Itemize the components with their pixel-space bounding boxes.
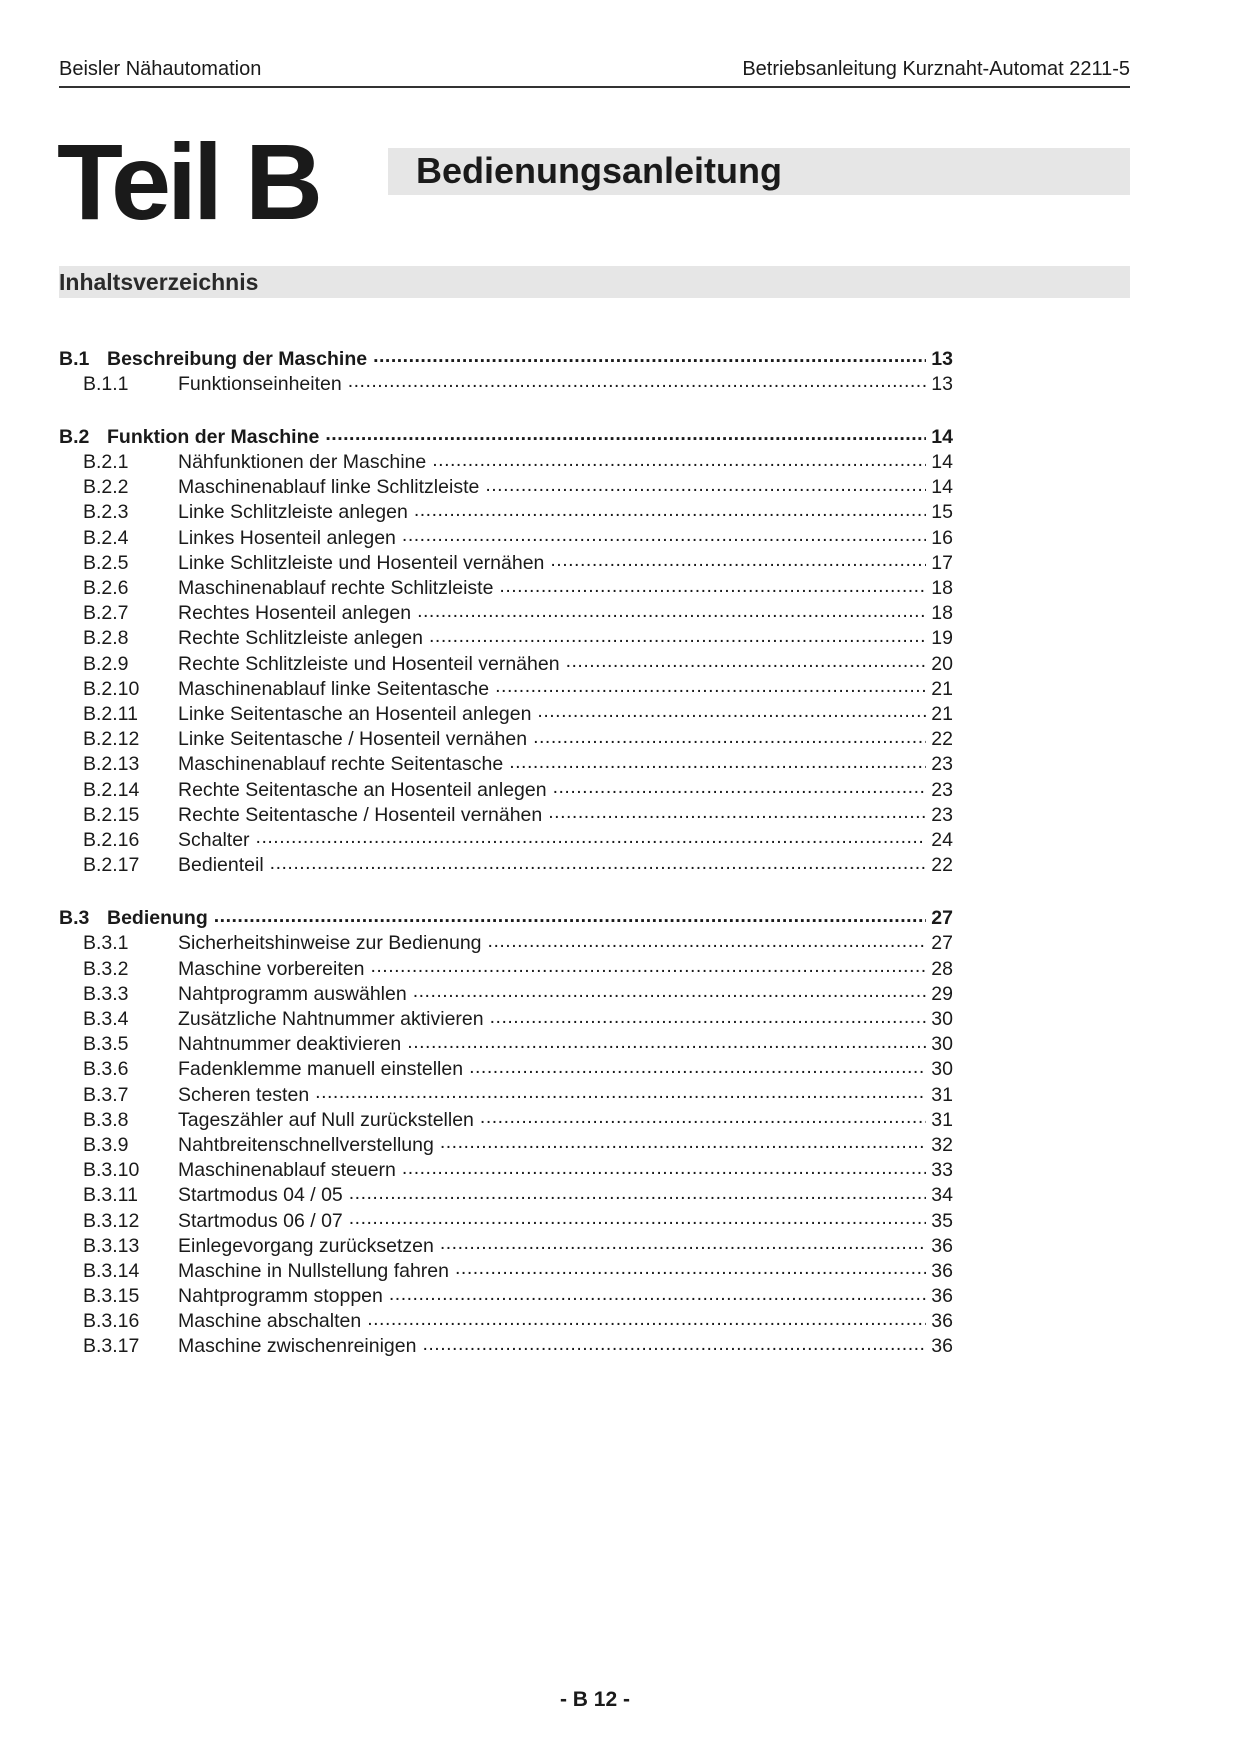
toc-page-number: 17 — [931, 551, 953, 574]
toc-number: B.2.6 — [83, 577, 129, 599]
toc-page-number: 19 — [931, 627, 953, 650]
toc-number: B.3.15 — [83, 1285, 140, 1308]
page-number: - B 12 - — [559, 1688, 630, 1711]
dot-leader — [509, 751, 926, 771]
toc-number: B.2.2 — [83, 476, 129, 499]
toc-entry[interactable] — [59, 675, 953, 700]
toc-page-number: 15 — [931, 501, 953, 524]
toc-label: Linke Seitentasche an Hosenteil anlegen — [178, 702, 532, 725]
toc-label: Nahtprogramm stoppen — [178, 1285, 383, 1308]
toc-page-number: 23 — [931, 778, 953, 801]
toc-page-number: 14 — [931, 476, 953, 499]
header-document-title: Betriebsanleitung Kurznaht-Automat 2211-5 — [742, 58, 1130, 80]
toc-page-number: 30 — [931, 1008, 953, 1030]
toc-label: Rechte Seitentasche / Hosenteil vernähen — [178, 803, 543, 826]
dot-leader — [256, 826, 926, 846]
toc-entry[interactable] — [59, 980, 953, 1005]
dot-leader — [440, 1232, 926, 1252]
toc-number: B.3.4 — [83, 1008, 129, 1030]
toc-section — [59, 345, 953, 395]
toc-entry[interactable] — [59, 1333, 953, 1358]
toc-entry[interactable] — [59, 474, 953, 499]
toc-number: B.3 — [59, 907, 90, 930]
toc-page-number: 16 — [931, 526, 953, 549]
toc-page-number: 34 — [931, 1184, 953, 1207]
dot-leader — [349, 1182, 926, 1202]
toc-entry[interactable] — [59, 549, 953, 574]
toc-label: Sicherheitshinweise zur Bedienung — [178, 932, 482, 955]
dot-leader — [495, 675, 926, 695]
toc-number: B.3.7 — [83, 1083, 129, 1106]
toc-section — [59, 423, 953, 876]
toc-entry[interactable] — [59, 1232, 953, 1257]
toc-number: B.2.8 — [83, 627, 129, 650]
toc-number: B.2 — [59, 425, 90, 448]
toc-label: Rechte Schlitzleiste und Hosenteil vernähen — [178, 652, 560, 675]
toc-page-number: 27 — [931, 932, 953, 955]
toc-label: Nahtbreitenschnellverstellung — [178, 1133, 434, 1156]
toc-page-number: 20 — [931, 652, 953, 675]
toc-entry[interactable] — [59, 776, 953, 801]
toc-number: B.3.5 — [83, 1033, 129, 1056]
dot-leader — [499, 575, 926, 595]
toc-label: Rechte Schlitzleiste anlegen — [178, 627, 423, 650]
toc-number: B.2.10 — [83, 677, 140, 700]
dot-leader — [485, 474, 926, 494]
toc-number: B.3.16 — [83, 1310, 140, 1333]
toc-page-number: 14 — [931, 425, 953, 448]
toc-page-number: 18 — [931, 577, 953, 599]
toc-label: Bedienteil — [178, 854, 264, 877]
toc-entry[interactable] — [59, 575, 953, 600]
toc-number: B.1.1 — [83, 372, 129, 395]
toc-label: Schalter — [178, 828, 250, 851]
toc-label: Linkes Hosenteil anlegen — [178, 526, 396, 549]
dot-leader — [553, 776, 926, 796]
toc-entry[interactable] — [59, 1308, 953, 1333]
table-of-contents — [59, 345, 953, 1386]
toc-number: B.2.14 — [83, 778, 140, 801]
dot-leader — [270, 852, 926, 872]
dot-leader — [325, 423, 926, 443]
toc-label: Maschinenablauf steuern — [178, 1159, 396, 1182]
toc-entry[interactable] — [59, 1081, 953, 1106]
toc-number: B.3.11 — [83, 1184, 138, 1207]
toc-label: Beschreibung der Maschine — [107, 347, 368, 370]
toc-page-number: 28 — [931, 957, 953, 980]
toc-page-number: 29 — [931, 982, 953, 1005]
dot-leader — [480, 1106, 926, 1126]
toc-number: B.3.1 — [83, 932, 129, 955]
toc-section — [59, 905, 953, 1358]
dot-leader — [566, 650, 926, 670]
toc-entry[interactable] — [59, 1283, 953, 1308]
toc-number: B.3.2 — [83, 957, 129, 980]
toc-number: B.3.14 — [83, 1259, 140, 1282]
toc-number: B.2.1 — [83, 451, 129, 474]
toc-page-number: 23 — [931, 803, 953, 826]
toc-page-number: 36 — [931, 1285, 953, 1308]
toc-label: Maschine vorbereiten — [178, 957, 365, 980]
dot-leader — [537, 700, 926, 720]
toc-page-number: 32 — [931, 1133, 953, 1156]
toc-label: Zusätzliche Nahtnummer aktivieren — [178, 1008, 484, 1030]
toc-page-number: 22 — [931, 854, 953, 877]
toc-entry[interactable] — [59, 700, 953, 725]
dot-leader — [349, 1207, 926, 1227]
toc-entry[interactable] — [59, 955, 953, 980]
toc-page-number: 30 — [931, 1033, 953, 1056]
toc-entry[interactable] — [59, 1106, 953, 1131]
toc-entry[interactable] — [59, 1006, 953, 1031]
toc-number: B.3.12 — [83, 1209, 140, 1232]
toc-page-number: 24 — [931, 828, 953, 851]
toc-number: B.2.16 — [83, 828, 140, 851]
toc-label: Bedienung — [107, 907, 208, 930]
toc-number: B.2.12 — [83, 728, 140, 751]
dot-leader — [413, 980, 926, 1000]
toc-number: B.2.3 — [83, 501, 129, 524]
dot-leader — [440, 1131, 926, 1151]
toc-number: B.2.5 — [83, 551, 129, 574]
toc-heading: Inhaltsverzeichnis — [59, 269, 259, 295]
dot-leader — [315, 1081, 926, 1101]
dot-leader — [214, 905, 926, 925]
dot-leader — [548, 801, 926, 821]
toc-label: Funktion der Maschine — [107, 425, 320, 448]
toc-number: B.2.11 — [83, 702, 138, 725]
toc-page-number: 35 — [931, 1209, 953, 1232]
toc-label: Maschinenablauf linke Seitentasche — [178, 677, 490, 700]
toc-label: Linke Seitentasche / Hosenteil vernähen — [178, 728, 528, 751]
dot-leader — [402, 1157, 926, 1177]
dot-leader — [429, 625, 926, 645]
dot-leader — [407, 1031, 926, 1051]
toc-entry[interactable] — [59, 826, 953, 851]
part-title: Teil B — [57, 121, 320, 242]
toc-label: Maschinenablauf linke Schlitzleiste — [178, 476, 480, 499]
toc-page-number: 30 — [931, 1058, 953, 1081]
toc-number: B.3.9 — [83, 1133, 129, 1156]
toc-label: Linke Schlitzleiste und Hosenteil vernähen — [178, 551, 545, 574]
toc-entry[interactable] — [59, 449, 953, 474]
toc-chapter-entry[interactable] — [59, 423, 953, 448]
toc-label: Nahtprogramm auswählen — [178, 982, 407, 1005]
page-header — [59, 54, 1130, 88]
section-title: Bedienungsanleitung — [416, 150, 783, 191]
toc-page-number: 31 — [931, 1083, 953, 1106]
toc-number: B.2.9 — [83, 652, 129, 675]
toc-label: Maschinenablauf rechte Schlitzleiste — [178, 577, 494, 599]
toc-label: Maschinenablauf rechte Seitentasche — [178, 753, 504, 776]
toc-page-number: 13 — [931, 347, 953, 370]
toc-page-number: 36 — [931, 1310, 953, 1333]
toc-entry[interactable] — [59, 1182, 953, 1207]
toc-label: Maschine zwischenreinigen — [178, 1335, 417, 1358]
toc-label: Nähfunktionen der Maschine — [178, 451, 427, 474]
toc-chapter-entry[interactable] — [59, 905, 953, 930]
toc-entry[interactable] — [59, 751, 953, 776]
dot-leader — [370, 955, 926, 975]
dot-leader — [455, 1257, 926, 1277]
dot-leader — [533, 726, 926, 746]
toc-number: B.3.10 — [83, 1159, 140, 1182]
toc-page-number: 36 — [931, 1234, 953, 1257]
toc-label: Tageszähler auf Null zurückstellen — [178, 1108, 474, 1131]
toc-label: Fadenklemme manuell einstellen — [178, 1058, 464, 1081]
toc-label: Rechtes Hosenteil anlegen — [178, 602, 412, 625]
dot-leader — [488, 930, 926, 950]
toc-entry[interactable] — [59, 1056, 953, 1081]
toc-entry[interactable] — [59, 726, 953, 751]
toc-entry[interactable] — [59, 625, 953, 650]
toc-page-number: 36 — [931, 1335, 953, 1358]
dot-leader — [422, 1333, 926, 1353]
toc-entry[interactable] — [59, 1257, 953, 1282]
toc-page-number: 21 — [931, 677, 953, 700]
dot-leader — [550, 549, 926, 569]
header-company: Beisler Nähautomation — [59, 58, 262, 80]
dot-leader — [367, 1308, 926, 1328]
dot-leader — [389, 1283, 926, 1303]
toc-entry[interactable] — [59, 1131, 953, 1156]
dot-leader — [469, 1056, 926, 1076]
toc-page-number: 14 — [931, 451, 953, 474]
dot-leader — [432, 449, 926, 469]
toc-page-number: 23 — [931, 753, 953, 776]
toc-label: Nahtnummer deaktivieren — [178, 1033, 402, 1056]
toc-entry[interactable] — [59, 600, 953, 625]
toc-label: Maschine in Nullstellung fahren — [178, 1259, 449, 1282]
dot-leader — [490, 1006, 926, 1026]
toc-page-number: 36 — [931, 1259, 953, 1282]
toc-label: Startmodus 06 / 07 — [178, 1209, 343, 1232]
toc-number: B.3.3 — [83, 982, 129, 1005]
toc-number: B.3.6 — [83, 1058, 129, 1081]
toc-entry[interactable] — [59, 499, 953, 524]
toc-page-number: 27 — [931, 907, 953, 930]
toc-page-number: 31 — [931, 1108, 953, 1131]
toc-label: Funktionseinheiten — [178, 372, 342, 395]
toc-entry[interactable] — [59, 930, 953, 955]
dot-leader — [348, 370, 926, 390]
toc-label: Maschine abschalten — [178, 1310, 362, 1333]
dot-leader — [402, 524, 926, 544]
toc-entry[interactable] — [59, 1157, 953, 1182]
toc-label: Einlegevorgang zurücksetzen — [178, 1234, 434, 1257]
toc-number: B.3.8 — [83, 1108, 129, 1131]
toc-number: B.2.4 — [83, 526, 129, 549]
toc-entry[interactable] — [59, 650, 953, 675]
toc-page-number: 21 — [931, 702, 953, 725]
toc-entry[interactable] — [59, 370, 953, 395]
toc-entry[interactable] — [59, 1031, 953, 1056]
toc-label: Scheren testen — [178, 1083, 310, 1106]
toc-entry[interactable] — [59, 524, 953, 549]
toc-label: Startmodus 04 / 05 — [178, 1184, 343, 1207]
toc-entry[interactable] — [59, 1207, 953, 1232]
dot-leader — [414, 499, 926, 519]
toc-page-number: 22 — [931, 728, 953, 751]
toc-page-number: 13 — [931, 372, 953, 395]
toc-number: B.2.7 — [83, 602, 129, 625]
toc-entry[interactable] — [59, 801, 953, 826]
toc-number: B.2.15 — [83, 803, 140, 826]
toc-number: B.2.17 — [83, 854, 140, 877]
toc-number: B.1 — [59, 347, 90, 370]
toc-number: B.2.13 — [83, 753, 140, 776]
toc-number: B.3.17 — [83, 1335, 140, 1358]
toc-label: Rechte Seitentasche an Hosenteil anlegen — [178, 778, 547, 801]
dot-leader — [373, 345, 926, 365]
toc-label: Linke Schlitzleiste anlegen — [178, 501, 408, 524]
toc-entry[interactable] — [59, 852, 953, 877]
toc-chapter-entry[interactable] — [59, 345, 953, 370]
toc-number: B.3.13 — [83, 1234, 140, 1257]
toc-page-number: 33 — [931, 1159, 953, 1182]
toc-page-number: 18 — [931, 602, 953, 625]
dot-leader — [417, 600, 926, 620]
